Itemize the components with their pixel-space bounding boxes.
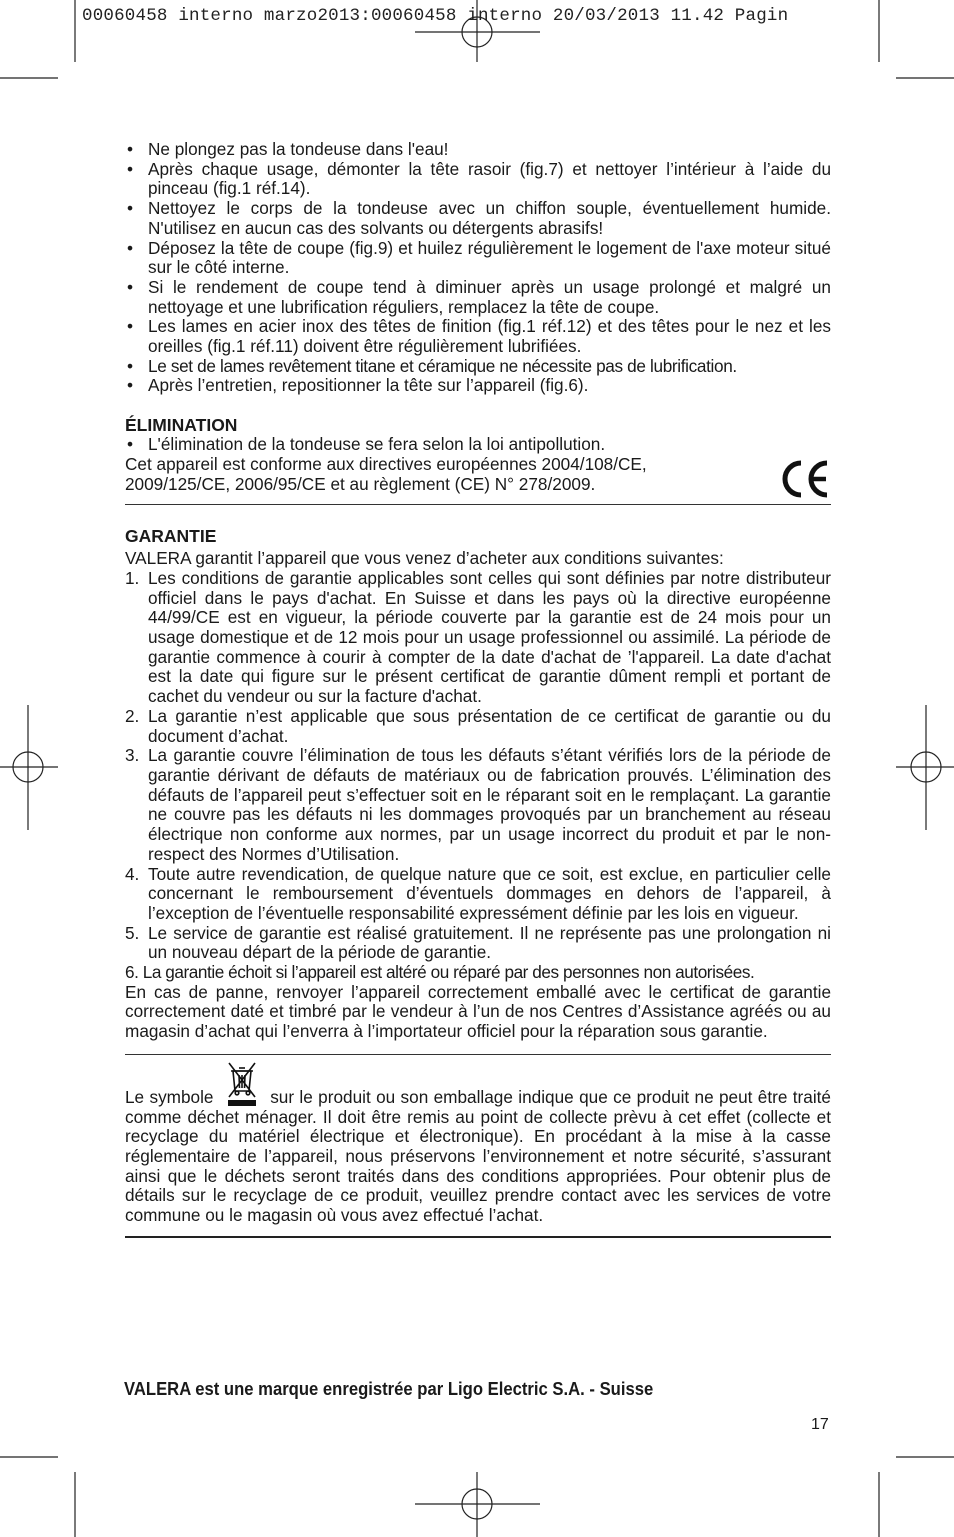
crossed-out-wheelie-bin-icon (225, 1061, 259, 1107)
list-item: • Si le rendement de coupe tend à diminuer après un usage prolongé et malgré un nettoyage et une lubrification réguliers, remplacez la tête de coupe. (125, 278, 831, 317)
list-item: • Nettoyez le corps de la tondeuse avec un chiffon souple, éventuellement humide. N'utilisez en aucun cas des solvants ou détergents abrasifs! (125, 199, 831, 238)
weee-disposal-notice: Le symbole sur le produit ou son emballage indique que ce produit ne peut être traité comme déchet ménager. Il doit être remis au point de collecte prèvu à cet effet (collecte et recyclage du matériel électrique et électronique). En procédant à la mise à la casse réglementaire de l’appareil, nous préservons l’environnement et notre sécurité, s’assurant ainsi que le déchets seront traités dans des conditions appropriées. Pour obtenir plus de détails sur le recyclage de ce produit, veuillez prendre contact avec les services de votre commune ou le magasin où vous avez effectué l’achat. (125, 1061, 831, 1226)
conformity-line: Cet appareil est conforme aux directives européennes 2004/108/CE, (125, 453, 647, 474)
maintenance-list (125, 140, 831, 396)
list-item: • L'élimination de la tondeuse se fera selon la loi antipollution. (125, 435, 831, 455)
list-item: 3. La garantie couvre l’élimination de tous les défauts s’étant vérifiés lors de la période de garantie dérivant de défauts de matériaux ou de fabrication prouvés. L’élimination des défauts de l’appareil peut s’effectuer soit en le réparant soit en le remplaçant. La garantie ne couvre pas les défauts ni les dommages provoqués par un branchement au réseau électrique non conforme aux normes, par un usage incorrect du produit et par le non-respect des Normes d’Utilisation. (125, 745, 831, 864)
print-slug-header: 00060458 interno marzo2013:00060458 interno 20/03/2013 11.42 Pagin (82, 6, 789, 26)
list-item: • Les lames en acier inox des têtes de finition (fig.1 réf.12) et des têtes pour le nez et les oreilles (fig.1 réf.11) doivent être régulièrement lubrifiées. (125, 317, 831, 356)
page-content (125, 140, 831, 1238)
elimination-heading: ÉLIMINATION (125, 415, 238, 436)
conformity-line: 2009/125/CE, 2006/95/CE et au règlement (CE) N° 278/2009. (125, 473, 596, 494)
list-item: • Déposez la tête de coupe (fig.9) et huilez régulièrement le logement de l'axe moteur situé sur le côté interne. (125, 239, 831, 278)
list-item: 5. Le service de garantie est réalisé gratuitement. Il ne représente pas une prolongation ni un nouveau départ de la période de garantie. (125, 922, 831, 963)
warranty-conditions-list (125, 569, 831, 983)
registration-target-left (0, 705, 58, 830)
garantie-section (125, 526, 831, 1042)
garantie-closing: En cas de panne, renvoyer l’appareil correctement emballé avec le certificat de garantie correctement daté et timbré par le vendeur à l’un de nos Centres d’Assistance agréés ou au magasin d’achat qui l’enverra à l’importateur officiel pour la réparation sous garantie. (125, 981, 831, 1042)
garantie-heading: GARANTIE (125, 526, 217, 547)
list-item: • Après chaque usage, démonter la tête rasoir (fig.7) et nettoyer l’intérieur à l’aide du pinceau (fig.1 réf.14). (125, 160, 831, 199)
trademark-notice: VALERA est une marque enregistrée par Ligo Electric S.A. - Suisse (124, 1378, 654, 1399)
section-divider (125, 1236, 831, 1238)
ce-mark-icon (777, 459, 831, 499)
list-item: • Ne plongez pas la tondeuse dans l'eau! (125, 140, 831, 160)
list-item: 6. La garantie échoit si l’appareil est altéré ou réparé par des personnes non autorisées. (125, 962, 755, 983)
registration-target-bottom (415, 1472, 540, 1537)
registration-target-right (896, 705, 954, 830)
elimination-section (125, 415, 831, 494)
list-item: 4. Toute autre revendication, de quelque nature que ce soit, est exclue, en particulier celle concernant le remboursement d’éventuels dommages en dehors de l’appareil, à l’exception de l’éventuelle responsabilité expressément définie par les lois en vigueur. (125, 863, 831, 923)
list-item: • Après l’entretien, repositionner la tête sur l’appareil (fig.6). (125, 376, 831, 396)
conformity-text (125, 455, 745, 494)
list-item: • Le set de lames revêtement titane et céramique ne nécessite pas de lubrification. (125, 357, 831, 377)
page-number: 17 (811, 1416, 829, 1433)
list-item: 2. La garantie n’est applicable que sous présentation de ce certificat de garantie ou du document d’achat. (125, 705, 831, 746)
garantie-intro: VALERA garantit l’appareil que vous venez d’acheter aux conditions suivantes: (125, 548, 724, 569)
list-item: 1. Les conditions de garantie applicables sont celles qui sont définies par notre distributeur officiel dans le pays d'achat. En Suisse et dans les pays où la directive européenne 44/99/CE est en vigueur, la période couverte par la garantie est de 24 mois pour un usage domestique et de 12 mois pour un usage professionnel ou assimilé. La période de garantie commence à courir à compter de la date d'achat de ’l'appareil. La date d'achat est la date qui figure sur le présent certificat de garantie dûment rempli et portant de cachet du vendeur ou sur la facture d'achat. (125, 567, 831, 707)
